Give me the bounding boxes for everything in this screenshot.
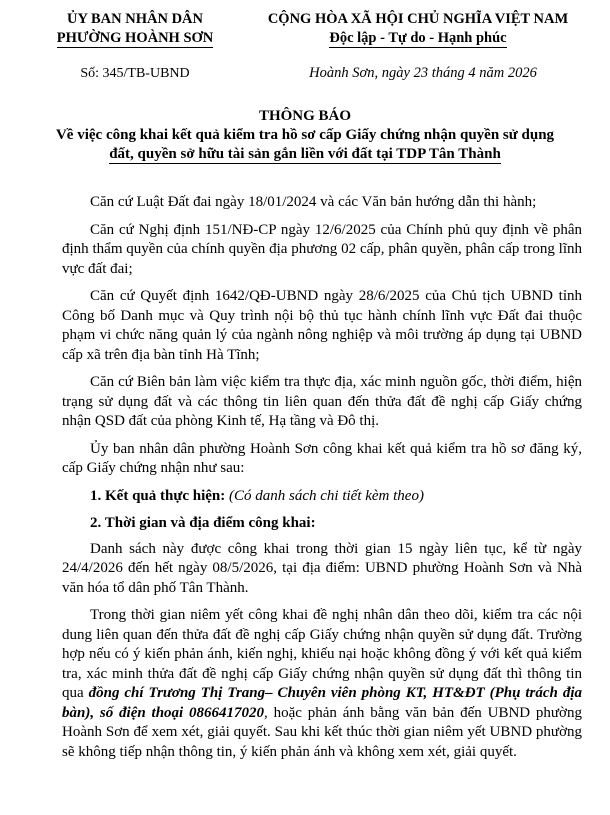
section-1-heading: 1. Kết quả thực hiện: xyxy=(90,487,226,504)
paragraph-legal-basis-1: Căn cứ Luật Đất đai ngày 18/01/2024 và các Văn bản hướng dẫn thi hành; xyxy=(90,194,537,210)
section-1-note: (Có danh sách chi tiết kèm theo) xyxy=(229,487,424,504)
paragraph-feedback xyxy=(62,606,582,762)
feedback-text-b: , hoặc phản ánh bằng văn bản đến UBND phường Hoành Sơn để xem xét, giải quyết. Sau khi kết thúc thời gian niêm yết UBND phường sẽ không tiếp nhận thông tin, ý kiến phản ánh và không xem xét, giải quyết. xyxy=(62,704,582,760)
section-1 xyxy=(62,487,582,507)
paragraph-legal-basis-2: Căn cứ Nghị định 151/NĐ-CP ngày 12/6/2025 của Chính phủ quy định về phân định thẩm quyền của chính quyền địa phương 02 cấp, phân quyền, phân cấp trong lĩnh vực đất đai; xyxy=(62,221,582,277)
document-subtitle-line-1: Về việc công khai kết quả kiểm tra hồ sơ cấp Giấy chứng nhận quyền sử dụng xyxy=(55,127,555,143)
issuer-line-2: PHƯỜNG HOÀNH SƠN xyxy=(56,30,214,46)
section-2 xyxy=(62,514,582,534)
document-body xyxy=(62,193,582,770)
paragraph-announcement: Ủy ban nhân dân phường Hoành Sơn công khai kết quả kiểm tra hồ sơ đăng ký, cấp Giấy chứng nhận như sau: xyxy=(62,440,582,476)
document-date: Hoành Sơn, ngày 23 tháng 4 năm 2026 xyxy=(309,65,537,81)
national-title: CỘNG HÒA XÃ HỘI CHỦ NGHĨA VIỆT NAM xyxy=(267,11,569,27)
paragraph-public-period: Danh sách này được công khai trong thời gian 15 ngày liên tục, kể từ ngày 24/4/2026 đến hết ngày 08/5/2026, tại địa điểm: UBND phường Hoành Sơn và Nhà văn hóa tổ dân phố Tân Thành. xyxy=(62,540,582,596)
national-header xyxy=(248,10,588,48)
document-subtitle-line-2: đất, quyền sở hữu tài sản gắn liền với đất tại TDP Tân Thành xyxy=(109,146,501,162)
section-2-heading: 2. Thời gian và địa điểm công khai: xyxy=(90,515,316,531)
document-title: THÔNG BÁO xyxy=(258,108,352,124)
issuer-header xyxy=(40,10,230,48)
paragraph-legal-basis-3: Căn cứ Quyết định 1642/QĐ-UBND ngày 28/6/2025 của Chủ tịch UBND tỉnh Công bố Danh mục và Quy trình nội bộ thủ tục hành chính lĩnh vực Đất đai thuộc phạm vi chức năng quản lý của ngành nông nghiệp và môi trường áp dụng tại UBND cấp xã trên địa bàn tỉnh Hà Tĩnh; xyxy=(62,288,582,363)
feedback-contact: đồng chí Trương Thị Trang– Chuyên viên phòng KT, HT&ĐT (Phụ trách địa bàn), số điện thoại 0866417020 xyxy=(62,685,582,721)
national-motto: Độc lập - Tự do - Hạnh phúc xyxy=(329,30,507,46)
document-title-block xyxy=(20,107,590,164)
feedback-text-a: Trong thời gian niêm yết công khai đề nghị nhân dân theo dõi, kiểm tra các nội dung liên quan đến thửa đất đề nghị cấp Giấy chứng nhận quyền sử dụng đất. Trường hợp nếu có ý kiến phản ánh, kiến nghị, khiếu nại hoặc không đồng ý với kết quả kiểm tra, xác minh thửa đất đề nghị cấp Giấy chứng nhận quyền sử dụng đất thì thông tin qua xyxy=(62,607,582,701)
paragraph-legal-basis-4: Căn cứ Biên bản làm việc kiểm tra thực địa, xác minh nguồn gốc, thời điểm, hiện trạng sử dụng đất và các thông tin liên quan đến thửa đất đề nghị cấp Giấy chứng nhận QSD đất của phòng Kinh tế, Hạ tầng và Đô thị. xyxy=(62,374,582,429)
issuer-line-1: ỦY BAN NHÂN DÂN xyxy=(66,11,203,27)
document-number: Số: 345/TB-UBND xyxy=(80,66,190,81)
